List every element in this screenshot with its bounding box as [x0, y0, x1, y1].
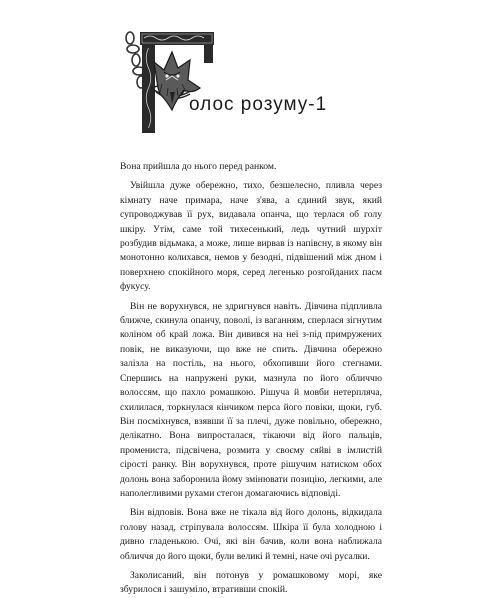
paragraph-3: Він не ворухнувся, не здригнувся навіть. Дівчина підпливла ближче, скинула опанчу, поволі, із ваганням, сперлася зігнутим коліном об край ложа. Він дивився на неї з-під примружених повік, не виказуючи, що вже не спить. Дівчина обережно залізла на постіль, на нього, обхопивши його стегнами. Спершись на напружені руки, мазнула по його обличчю волоссям, що пахло ромашкою. Рішуча й мовби нетерпляча, схилилася, торкнулася кінчиком перса його повіки, щоки, губ. Він посміхнувся, взявши її за плечі, дуже повільно, обережно, делікатно. Вона випросталася, тікаючи від його пальців, промениста, підсвічена, розмита у своєму сяйві в імлистій сірості ранку. Він ворухнувся, проте рішучим натиском обох долонь вона заборонила йому змінювати позицію, легкими, але наполегливими рухами стегон домагаючись відповіді.	[120, 300, 382, 499]
chapter-title-text: олос розуму-1	[189, 94, 328, 115]
paragraph-1: Вона прийшла до нього перед ранком.	[120, 161, 277, 172]
wolf-dropcap-ornament	[120, 18, 218, 136]
body-text	[120, 160, 382, 598]
chapter-title	[189, 94, 327, 116]
paragraph-2: Увійшла дуже обережно, тихо, безшелесно, пливла через кімнату наче примара, наче з'ява, а єдиний звук, який супроводжував її рух, видавала опанча, що терлася об голу шкіру. Утім, саме той тихесенький, ледь чутний шурхіт розбудив відьмака, а може, лише вирвав із напівсну, в якому він монотонно колихався, немов у безодні, підвішений між дном і поверхнею спокійного моря, серед легенько розгойданих пасм фукусу.	[120, 180, 382, 293]
paragraph-4: Він відповів. Вона вже не тікала від його долонь, відкидала голову назад, стріпувала волоссям. Шкіра її була холодною і дивно гладенькою. Очі, які він бачив, коли вона наближала обличчя до його щоки, були великі й темні, наче очі русалки.	[120, 507, 382, 562]
paragraph-5: Заколисаний, він потонув у ромашковому морі, яке збурилося і зашуміло, втративши спокій.	[120, 569, 382, 596]
